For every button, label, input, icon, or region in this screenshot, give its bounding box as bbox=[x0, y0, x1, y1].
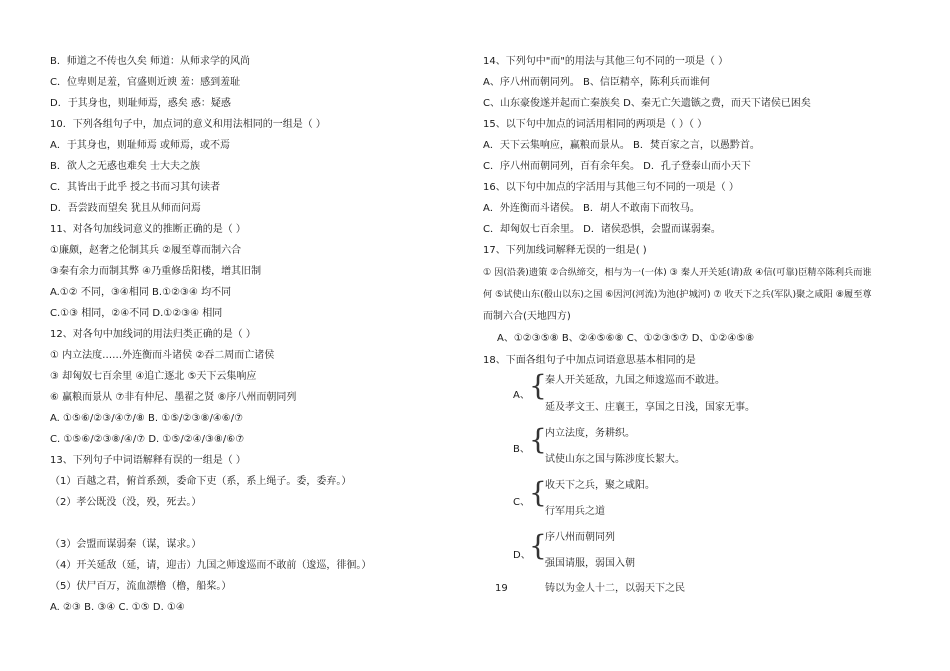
text-line: C. ①⑤⑥/②③⑧/④/⑦ D. ①⑤/②④/③⑧/⑥⑦ bbox=[50, 434, 245, 445]
text-line: D．于其身也，则耻师焉，惑矣 惑：疑惑 bbox=[50, 98, 231, 109]
text-line: B．欲人之无惑也难矣 士大夫之族 bbox=[50, 161, 201, 172]
group-sentence: 秦人开关延敌，九国之师逡巡而不敢进。 bbox=[545, 375, 725, 386]
group-sentence: 内立法度，务耕织。 bbox=[545, 428, 635, 439]
text-line: ① 因(沿袭)遗策 ②合纵缔交，相与为一(一体) ③ 秦人开关延(请)敌 ④信(可靠)臣精卒陈利兵而谁 bbox=[483, 267, 872, 278]
text-line: C．却匈奴七百余里。 D．诸侯恐惧，会盟而谋弱秦。 bbox=[483, 224, 721, 235]
text-line: （4）开关延敌（延，请，迎击）九国之师逡巡而不敢前（逡巡，徘徊。） bbox=[50, 560, 372, 571]
text-line: 而制六合(天地四方) bbox=[483, 311, 571, 322]
text-line: ① 内立法度……外连衡而斗诸侯 ②吞二周而亡诸侯 bbox=[50, 350, 275, 361]
text-line: ①廉颇，赵奢之伦制其兵 ②履至尊而制六合 bbox=[50, 245, 242, 256]
text-line: D．吾尝跂而望矣 犹且从师而问焉 bbox=[50, 203, 201, 214]
text-line: C．序八州而朝同列，百有余年矣。 D．孔子登泰山而小天下 bbox=[483, 161, 751, 172]
text-line: （5）伏尸百万，流血漂橹（橹，船桨。） bbox=[50, 581, 232, 592]
text-line: ⑥ 赢粮而景从 ⑦非有仲尼、墨翟之贤 ⑧序八州而朝同列 bbox=[50, 392, 297, 403]
question-18: 18、下面各组句子中加点词语意思基本相同的是 bbox=[483, 355, 696, 366]
brace-icon: { bbox=[529, 423, 547, 456]
answer-options: A. ②③ B. ③④ C. ①⑤ D. ①④ bbox=[50, 602, 185, 613]
text-line: 何 ⑤试使山东(殽山以东)之国 ⑥因河(河流)为池(护城河) ⑦ 收天下之兵(军队)聚之咸阳 ⑧履至尊 bbox=[483, 289, 872, 300]
group-sentence: 行军用兵之道 bbox=[545, 506, 605, 517]
group-label-c: C、 bbox=[513, 497, 530, 508]
question-19-number: 19 bbox=[495, 583, 508, 594]
question-17: 17、下列加线词解释无误的一组是( ) bbox=[483, 245, 647, 256]
group-sentence: 试使山东之国与陈涉度长絜大。 bbox=[545, 454, 685, 465]
question-10: 10．下列各组句子中，加点词的意义和用法相同的一组是（ ） bbox=[50, 119, 326, 130]
text-line: ③秦有余力而制其弊 ④乃重修岳阳楼，增其旧制 bbox=[50, 266, 262, 277]
question-19-text: 铸以为金人十二，以弱天下之民 bbox=[545, 583, 685, 594]
text-line: （1）百越之君，俯首系颈，委命下吏（系，系上绳子。委，委弃。） bbox=[50, 476, 352, 487]
text-line: A、序八州而朝同列。 B、信臣精卒，陈利兵而谁何 bbox=[483, 77, 710, 88]
text-line: （2）孝公既没（没，殁，死去。） bbox=[50, 497, 202, 508]
text-line: ③ 却匈奴七百余里 ④追亡逐北 ⑤天下云集响应 bbox=[50, 371, 257, 382]
question-12: 12、对各句中加线词的用法归类正确的是（ ） bbox=[50, 329, 256, 340]
question-15: 15、以下句中加点的词活用相同的两项是（ ）（ ） bbox=[483, 119, 708, 130]
question-13: 13、下列句子中词语解释有误的一组是（ ） bbox=[50, 455, 246, 466]
brace-icon: { bbox=[529, 369, 547, 402]
group-sentence: 收天下之兵，聚之咸阳。 bbox=[545, 480, 655, 491]
brace-icon: { bbox=[529, 529, 547, 562]
text-line: A.①② 不同，③④相同 B.①②③④ 均不同 bbox=[50, 287, 232, 298]
group-sentence: 延及孝文王、庄襄王，享国之日浅，国家无事。 bbox=[545, 402, 755, 413]
brace-icon: { bbox=[529, 476, 547, 509]
question-14: 14、下列句中"而"的用法与其他三句不同的一项是（ ） bbox=[483, 56, 729, 67]
group-label-a: A、 bbox=[513, 390, 530, 401]
answer-options: A、①②③⑤⑧ B、②④⑤⑥⑧ C、①②③⑤⑦ D、①②④⑤⑧ bbox=[497, 333, 755, 344]
text-line: A．外连衡而斗诸侯。 B．胡人不敢南下而牧马。 bbox=[483, 203, 700, 214]
text-line: C.①③ 相同，②④不同 D.①②③④ 相同 bbox=[50, 308, 223, 319]
group-sentence: 强国请服，弱国入朝 bbox=[545, 558, 635, 569]
text-line: C、山东豪俊遂并起而亡秦族矣 D、秦无亡矢遗镞之费，而天下诸侯已困矣 bbox=[483, 98, 811, 109]
text-line: B．师道之不传也久矣 师道：从师求学的风尚 bbox=[50, 56, 251, 67]
text-line: C．其皆出于此乎 授之书而习其句读者 bbox=[50, 182, 221, 193]
text-line: A. ①⑤⑥/②③/④⑦/⑧ B. ①⑤/②③⑧/④⑥/⑦ bbox=[50, 413, 244, 424]
text-line: A．于其身也，则耻师焉 或师焉，或不焉 bbox=[50, 140, 231, 151]
question-11: 11、对各句加线词意义的推断正确的是（ ） bbox=[50, 224, 246, 235]
group-label-d: D、 bbox=[513, 550, 531, 561]
group-sentence: 序八州而朝同列 bbox=[545, 532, 615, 543]
text-line: （3）会盟而谋弱秦（谋，谋求。） bbox=[50, 539, 202, 550]
text-line: C．位卑则足羞，官盛则近谀 羞：感到羞耻 bbox=[50, 77, 241, 88]
group-label-b: B、 bbox=[513, 444, 530, 455]
question-16: 16、以下句中加点的字活用与其他三句不同的一项是（ ） bbox=[483, 182, 739, 193]
text-line: A．天下云集响应，赢粮而景从。 B．焚百家之言，以愚黔首。 bbox=[483, 140, 760, 151]
